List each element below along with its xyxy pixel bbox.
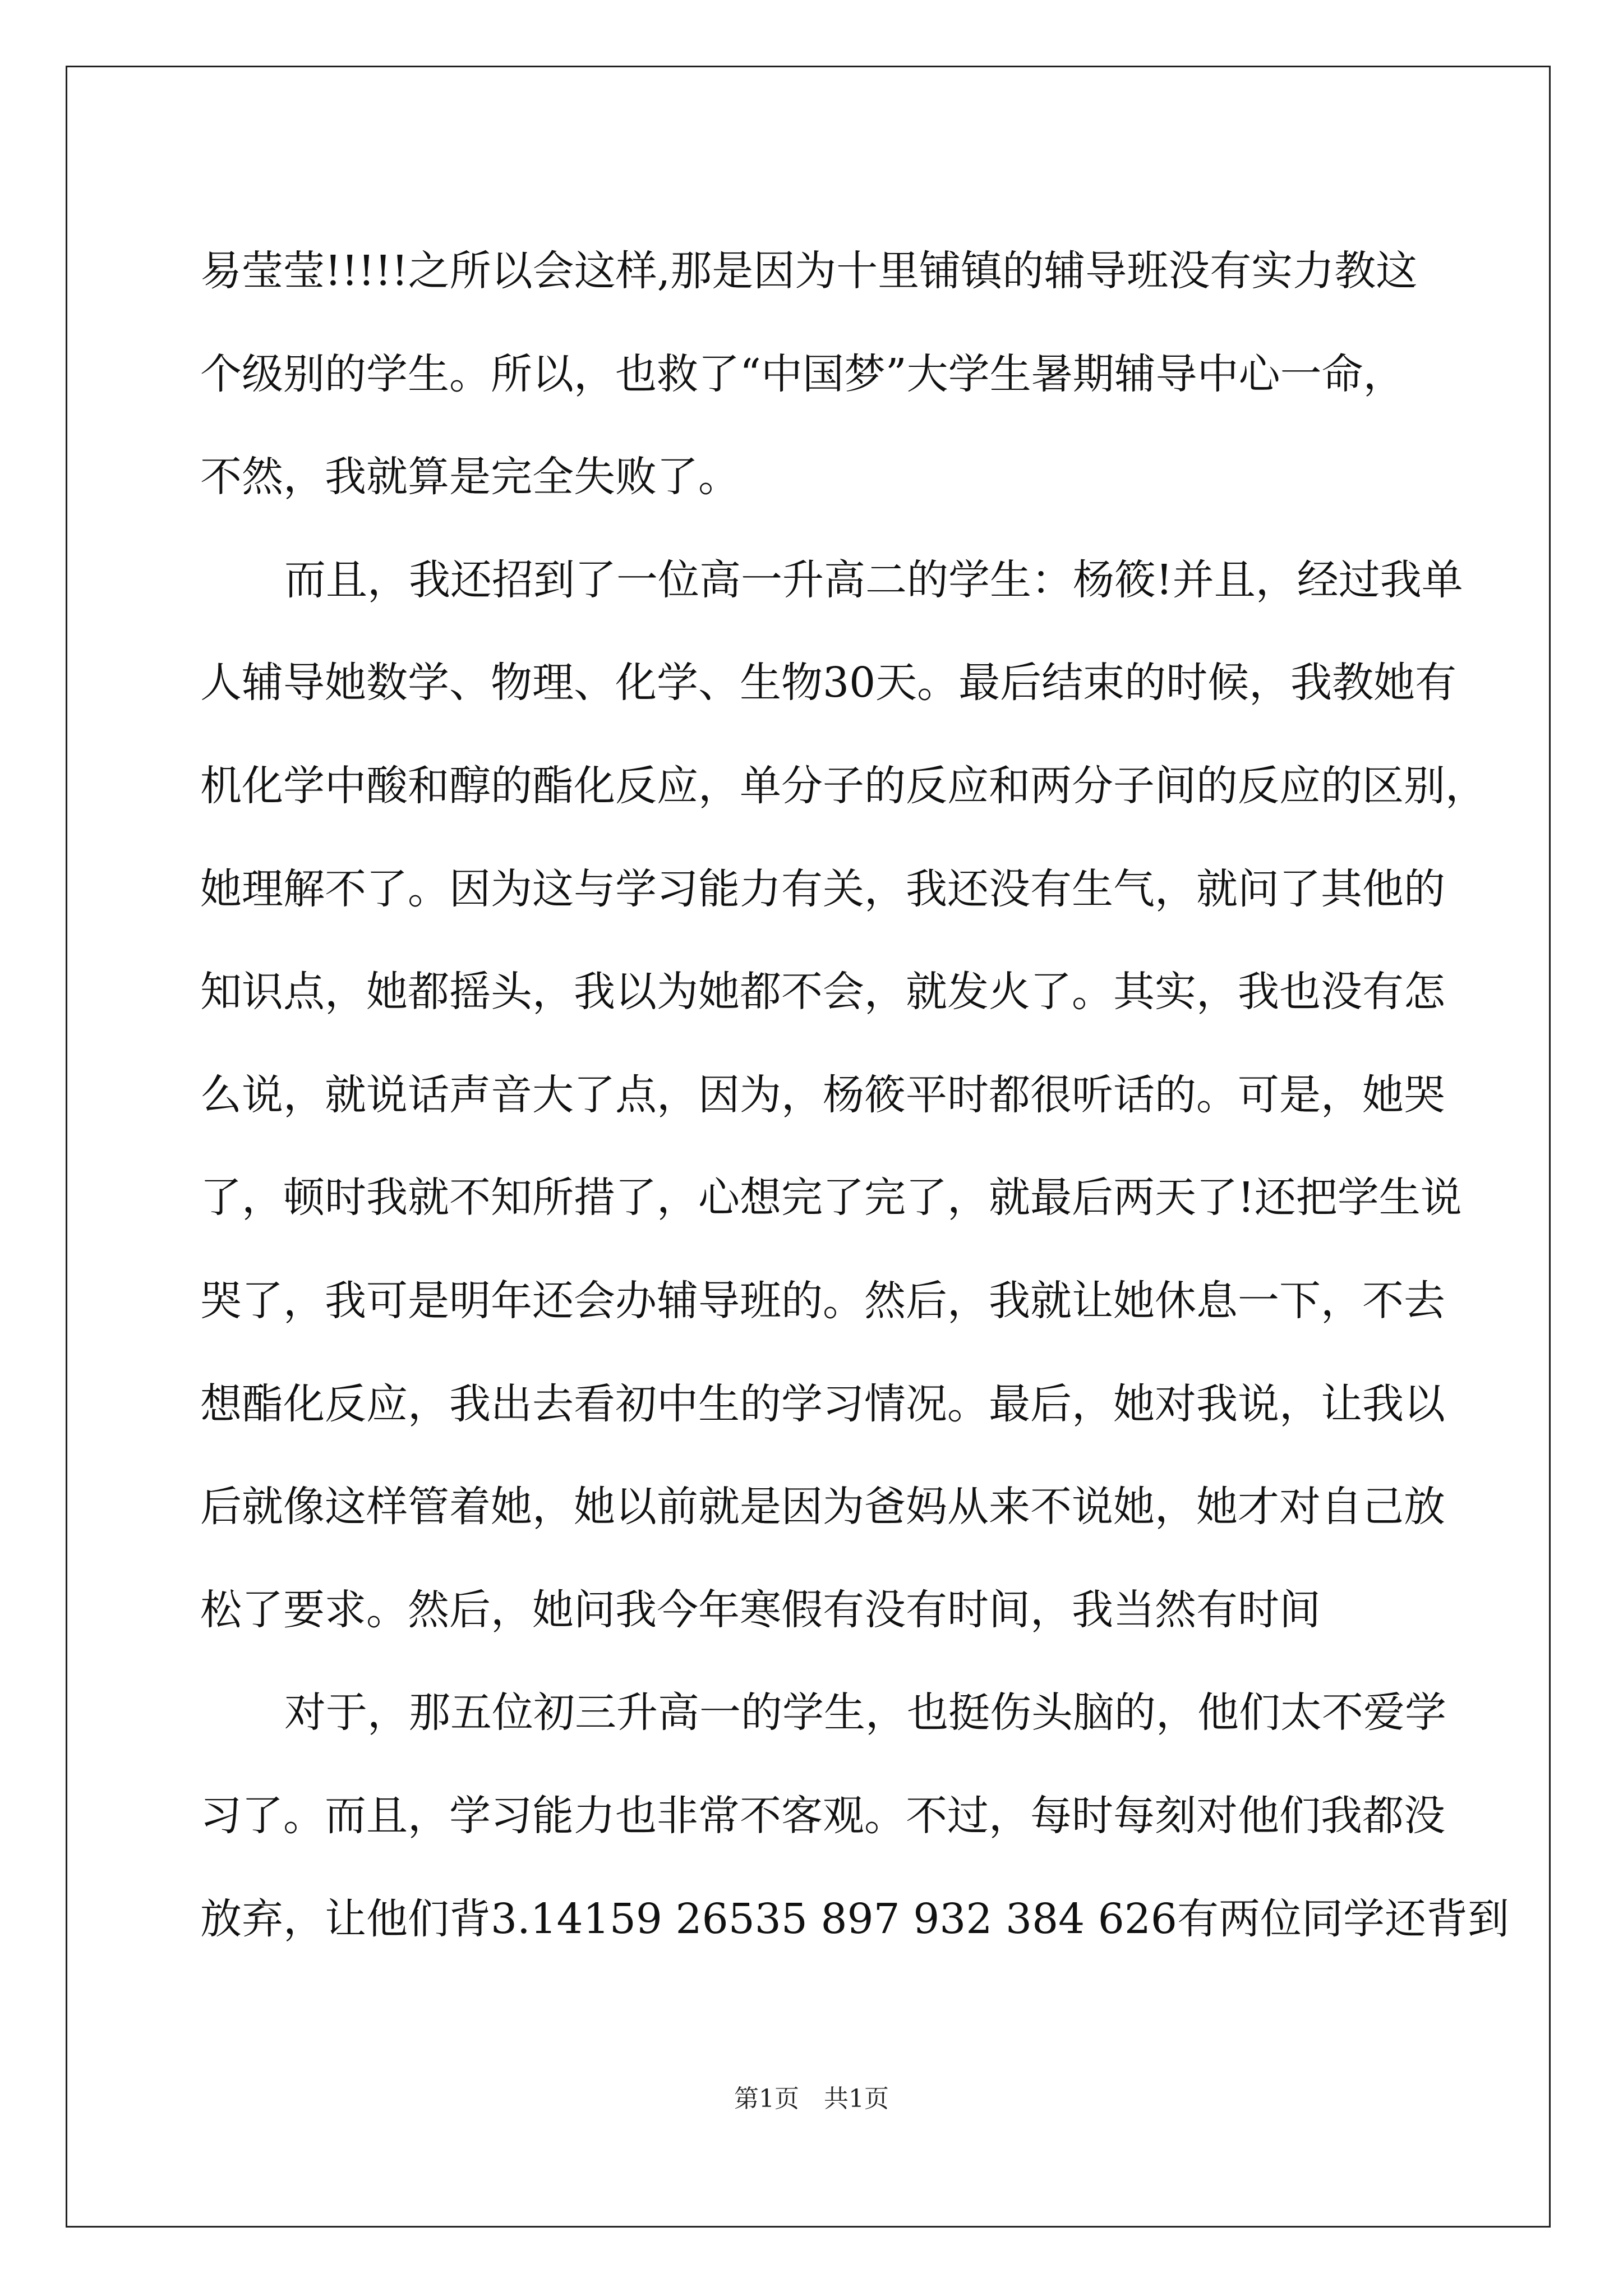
document-body [200, 220, 1509, 1971]
text-line: 知识点，她都摇头，我以为她都不会，就发火了。其实，我也没有怎 [200, 968, 1445, 1016]
text-line: 她理解不了。因为这与学习能力有关，我还没有生气，就问了其他的 [200, 864, 1445, 913]
text-line: 放弃，让他们背3.14159 26535 897 932 384 626有两位同学还背到 [200, 1894, 1509, 1943]
text-line: 个级别的学生。所以，也救了“中国梦”大学生暑期辅导中心一命， [200, 349, 1405, 398]
text-line: 哭了，我可是明年还会办辅导班的。然后，我就让她休息一下，不去 [200, 1276, 1445, 1325]
text-line: 机化学中酸和醇的酯化反应，单分子的反应和两分子间的反应的区别， [200, 761, 1487, 810]
text-line: 后就像这样管着她，她以前就是因为爸妈从来不说她，她才对自己放 [200, 1483, 1445, 1531]
text-line: 了，顿时我就不知所措了，心想完了完了，就最后两天了!还把学生说 [200, 1174, 1462, 1222]
page-number-footer: 第1页 共1页 [734, 2085, 889, 2113]
text-line: 松了要求。然后，她问我今年寒假有没有时间，我当然有时间 [200, 1585, 1321, 1634]
paragraph-start-line: 对于，那五位初三升高一的学生，也挺伤头脑的，他们太不爱学 [284, 1688, 1446, 1737]
text-line: 想酯化反应，我出去看初中生的学习情况。最后，她对我说，让我以 [200, 1379, 1445, 1428]
text-line: 不然，我就算是完全失败了。 [200, 453, 740, 501]
text-line: 习了。而且，学习能力也非常不客观。不过，每时每刻对他们我都没 [200, 1791, 1445, 1840]
text-line: 易莹莹!!!!!之所以会这样,那是因为十里铺镇的辅导班没有实力教这 [200, 247, 1418, 295]
text-line: 人辅导她数学、物理、化学、生物30天。最后结束的时候，我教她有 [200, 659, 1457, 707]
text-line: 么说，就说话声音大了点，因为，杨筱平时都很听话的。可是，她哭 [200, 1070, 1445, 1119]
paragraph-start-line: 而且，我还招到了一位高一升高二的学生：杨筱!并且，经过我单 [284, 555, 1463, 604]
